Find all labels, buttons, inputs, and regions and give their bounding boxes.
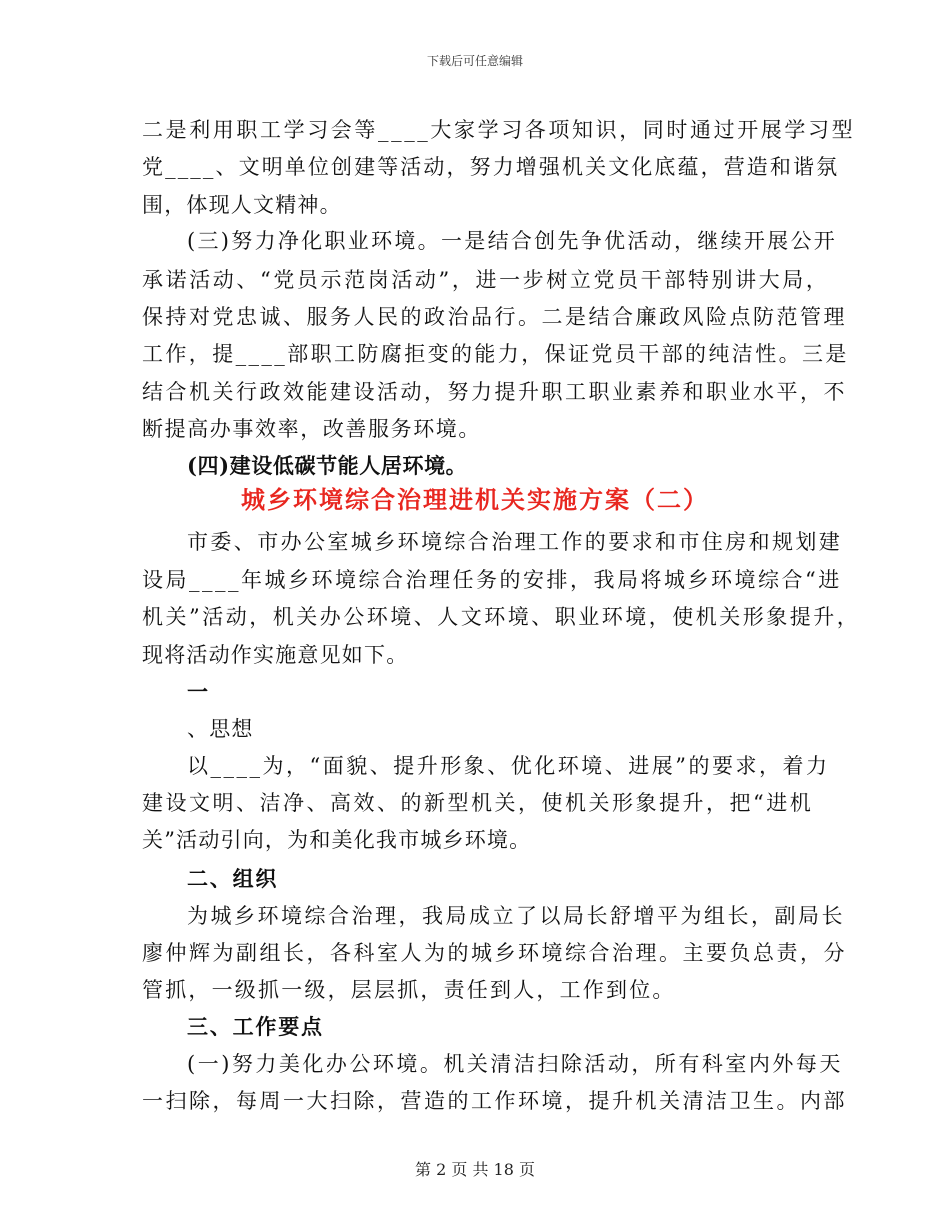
- page-header: 下载后可任意编辑: [426, 54, 523, 68]
- body-line: 关”活动引向，为和美化我市城乡环境。: [142, 828, 532, 852]
- body-line: 断提高办事效率，改善服务环境。: [142, 417, 481, 441]
- body-line: 二是利用职工学习会等____大家学习各项知识，同时通过开展学习型: [142, 118, 856, 142]
- body-line: 一扫除，每周一大扫除，营造的工作环境，提升机关清洁卫生。内部: [142, 1089, 847, 1113]
- section-heading: 、思想: [187, 717, 254, 741]
- body-line: 承诺活动、“党员示范岗活动”，进一步树立党员干部特别讲大局，: [142, 268, 830, 292]
- section-heading: (四)建设低碳节能人居环境。: [187, 453, 468, 478]
- body-line: 围，体现人文精神。: [142, 193, 342, 217]
- body-line: 保持对党忠诚、服务人民的政治品行。二是结合廉政风险点防范管理: [142, 305, 847, 329]
- body-line: 党____、文明单位创建等活动，努力增强机关文化底蕴，营造和谐氛: [142, 155, 840, 179]
- body-line: 设局____年城乡环境综合治理任务的安排，我局将城乡环境综合“进: [142, 568, 842, 592]
- paragraph-start-line: 市委、市办公室城乡环境综合治理工作的要求和市住房和规划建: [187, 530, 843, 554]
- paragraph-start-line: 为城乡环境综合治理，我局成立了以局长舒增平为组长，副局长: [187, 904, 845, 928]
- body-line: 廖仲辉为副组长，各科室人为的城乡环境综合治理。主要负总责，分: [142, 941, 847, 965]
- document-title: 城乡环境综合治理进机关实施方案（二）: [241, 485, 709, 514]
- section-number: 一: [187, 679, 209, 704]
- paragraph-start-line: 以____为，“面貌、提升形象、优化环境、进展”的要求，着力: [187, 754, 830, 778]
- paragraph-start-line: (一)努力美化办公环境。机关清洁扫除活动，所有科室内外每天: [187, 1052, 843, 1076]
- body-line: 机关”活动，机关办公环境、人文环境、职业环境，使机关形象提升，: [142, 605, 861, 629]
- page-number: 第 2 页 共 18 页: [415, 1160, 535, 1179]
- paragraph-start-line: (三)努力净化职业环境。一是结合创先争优活动，继续开展公开: [187, 229, 838, 253]
- section-heading: 二、组织: [187, 866, 279, 891]
- body-line: 管抓，一级抓一级，层层抓，责任到人，工作到位。: [142, 978, 676, 1002]
- section-heading: 三、工作要点: [187, 1014, 324, 1039]
- body-line: 现将活动作实施意见如下。: [142, 643, 409, 667]
- body-line: 结合机关行政效能建设活动，努力提升职工职业素养和职业水平，不: [142, 380, 847, 404]
- body-line: 工作，提____部职工防腐拒变的能力，保证党员干部的纯洁性。三是: [142, 342, 849, 366]
- body-line: 建设文明、洁净、高效、的新型机关，使机关形象提升，把“进机: [142, 791, 814, 815]
